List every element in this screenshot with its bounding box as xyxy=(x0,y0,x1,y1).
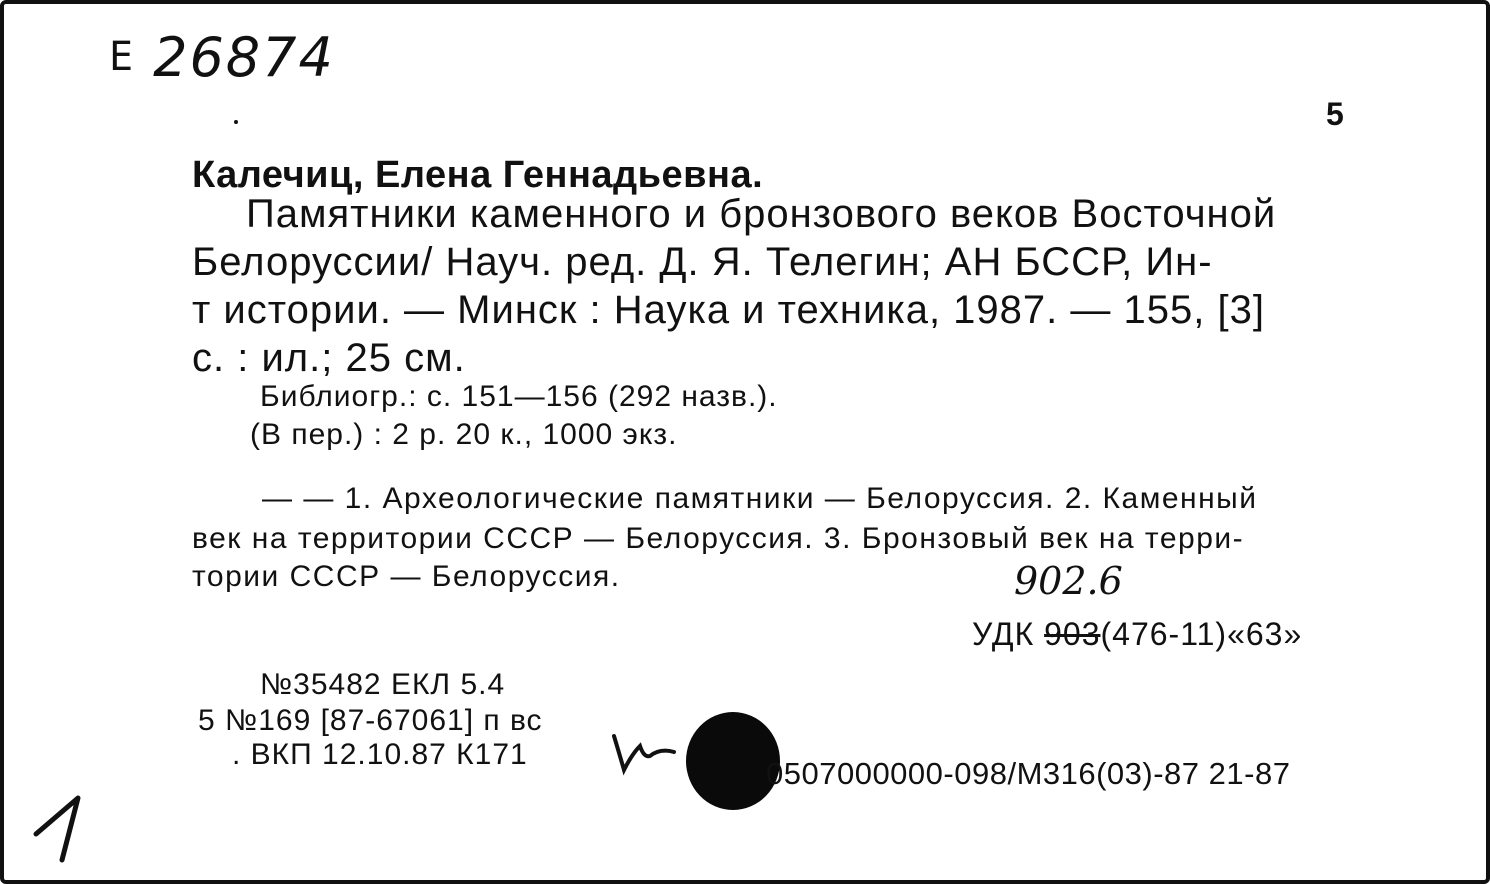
udk-struck-code: 903 xyxy=(1044,616,1101,652)
udk-label: УДК xyxy=(972,616,1035,652)
handwritten-number-mark xyxy=(32,794,92,864)
catalog-number-value: 26874 xyxy=(153,26,335,89)
tech-line-2: 5 №169 [87-67061] п вс xyxy=(198,704,543,737)
udk-code: (476-11)«63» xyxy=(1100,616,1303,652)
copies-count: 5 xyxy=(1326,96,1344,132)
title-line-3: т истории. — Минск : Наука и техника, 1987. — 155, [3] xyxy=(192,288,1265,332)
subject-line-1: — — 1. Археологические памятники — Белоруссия. 2. Каменный xyxy=(262,482,1258,515)
subject-line-2: век на территории СССР — Белоруссия. 3. Бронзовый век на терри- xyxy=(192,522,1245,555)
catalog-number xyxy=(109,26,335,89)
price-note: (В пер.) : 2 р. 20 к., 1000 экз. xyxy=(250,418,678,451)
speck xyxy=(234,120,238,124)
udk-handwritten-correction: 902.6 xyxy=(1014,559,1123,603)
subject-line-3: тории СССР — Белоруссия. xyxy=(192,560,621,593)
isbn-line: 0507000000-098/М316(03)-87 21-87 xyxy=(766,756,1291,791)
bibliography-note: Библиогр.: с. 151—156 (292 назв.). xyxy=(260,380,778,413)
catalog-letter: Е xyxy=(109,34,136,80)
author-heading: Калечиц, Елена Геннадьевна. xyxy=(192,154,764,196)
tech-line-1: №35482 ЕКЛ 5.4 xyxy=(260,668,506,701)
handwritten-initials xyxy=(610,726,680,776)
tech-line-3: . ВКП 12.10.87 К171 xyxy=(232,738,528,771)
title-line-1: Памятники каменного и бронзового веков Восточной xyxy=(246,192,1277,236)
udk-line xyxy=(972,616,1302,653)
title-line-2: Белоруссии/ Науч. ред. Д. Я. Телегин; АН БССР, Ин- xyxy=(192,240,1213,284)
title-line-4: с. : ил.; 25 см. xyxy=(192,336,466,380)
